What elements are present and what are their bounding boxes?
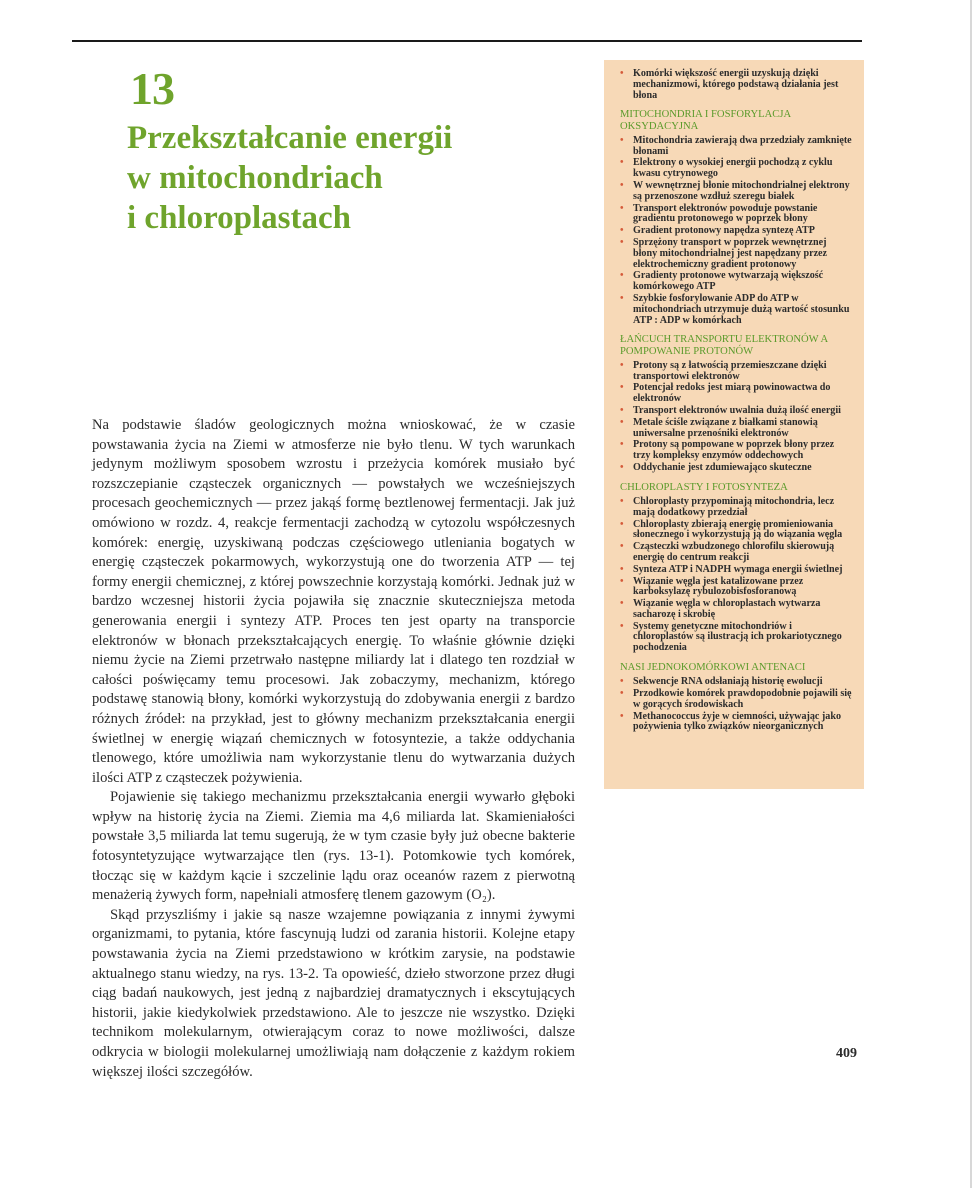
sidebar-item-text: Komórki większość energii uzyskują dzięki mechanizmowi, którego podstawą działania jest błona xyxy=(633,68,839,101)
sidebar-item-text: Protony są z łatwością przemieszczane dzięki transportowi elektronów xyxy=(633,359,827,382)
sidebar-list-item xyxy=(620,565,852,576)
sidebar-list-item xyxy=(620,599,852,621)
sidebar-list-item xyxy=(620,158,852,180)
sidebar-list-item xyxy=(620,497,852,519)
bullet-icon: • xyxy=(620,688,624,700)
bullet-icon: • xyxy=(620,598,624,610)
sidebar-item-text: Cząsteczki wzbudzonego chlorofilu skierowują energię do centrum reakcji xyxy=(633,541,835,563)
chapter-title-line: i chloroplastach xyxy=(127,200,351,236)
bullet-icon: • xyxy=(620,495,624,507)
bullet-icon: • xyxy=(620,575,624,587)
sidebar-list-item xyxy=(620,542,852,564)
sidebar-item-text: Sprzężony transport w poprzek wewnętrznej błony mitochondrialnej jest napędzany przez elektrochemiczny gradient protonowy xyxy=(633,236,828,270)
sidebar-item-text: Transport elektronów powoduje powstanie gradientu protonowego w poprzek błony xyxy=(633,202,818,225)
sidebar-item-text: Chloroplasty zbierają energię promieniowania słonecznego i wykorzystują ją do wiązania węgla xyxy=(633,518,843,541)
body-paragraph: Pojawienie się takiego mechanizmu przekształcania energii wywarło głęboki wpływ na historię życia na Ziemi. Ziemia ma 4,6 miliarda lat. Skamieniałości powstałe 3,5 miliarda lat temu sugerują, że w tym czasie były już obecne bakterie fotosyntetyzujące wytwarzające tlen (rys. 13-1). Potomkowie tych komórek, tłocząc się w każdym kącie i szczelinie lądu oraz oceanów razem z pierwotną menażerią żywych form, napełniali atmosferę tlenem gazowym (O₂). xyxy=(92,789,575,904)
sidebar-section-list xyxy=(620,677,852,733)
sidebar-section xyxy=(620,482,852,654)
chapter-title xyxy=(127,118,567,238)
sidebar-item-text: Przodkowie komórek prawdopodobnie pojawili się w gorących środowiskach xyxy=(633,688,852,710)
sidebar-list-item xyxy=(620,689,852,711)
bullet-icon: • xyxy=(620,68,624,79)
sidebar-list-item xyxy=(620,520,852,542)
bullet-icon: • xyxy=(620,404,624,416)
body-paragraph: Na podstawie śladów geologicznych można wnioskować, że w czasie powstawania życia na Ziemi w atmosferze nie było tlenu. W tych warunkach jedynym możliwym sposobem wzrostu i przeżycia komórek musiało być rozszczepianie cząsteczek organicznych — powstałych we wcześniejszych procesach geochemicznych — przez jakąś formę beztlenowej fermentacji. Jak już omówiono w rozdz. 4, reakcje fermentacji zachodzą w cytozolu współczesnych komórek: energię, uzyskiwaną podczas częściowego utleniania bogatych w energię cząsteczek pokarmowych, wykorzystują one do tworzenia ATP — tej formy energii chemicznej, z której powszechnie korzystają komórki. Jednak już w bardzo wczesnej historii życia pojawiła się znacznie skuteczniejsza metoda generowania energii i syntezy ATP. Proces ten jest oparty na transporcie elektronów w błonach przekształcających energię. To właśnie głównie dzięki niemu życie na Ziemi przetrwało następne miliardy lat i dlatego ten rozdział w całości poświęcamy temu procesowi. Jak zobaczymy, mechanizm, którego podstawę stanowią błony, komórki wykorzystują do zdobywania energii z bardzo różnych źródeł: na przykład, jest to główny mechanizm przekształcania energii świetlnej w energię wiązań chemicznych w fotosyntezie, a także oddychania tlenowego, które umożliwia nam wykorzystanie tlenu do wytwarzania dużych ilości ATP z cząsteczek pożywienia. xyxy=(92,417,575,786)
sidebar-item-text: Mitochondria zawierają dwa przedziały zamknięte błonami xyxy=(633,134,852,157)
sidebar-list-item xyxy=(620,577,852,599)
sidebar-item-text: Metale ściśle związane z białkami stanowią uniwersalne przenośniki elektronów xyxy=(633,416,818,439)
bullet-icon: • xyxy=(620,202,624,214)
bullet-icon: • xyxy=(620,563,624,575)
sidebar-section-list xyxy=(620,361,852,474)
sidebar-section-heading: ŁAŃCUCH TRANSPORTU ELEKTRONÓW A POMPOWANIE PROTONÓW xyxy=(620,334,828,357)
bullet-icon: • xyxy=(620,439,624,451)
sidebar-section-heading: NASI JEDNOKOMÓRKOWI ANTENACI xyxy=(620,662,806,674)
sidebar-item-text: Protony są pompowane w poprzek błony przez trzy kompleksy enzymów oddechowych xyxy=(633,439,835,462)
sidebar-item-text: Synteza ATP i NADPH wymaga energii świetlnej xyxy=(633,563,843,575)
sidebar-list-item xyxy=(620,418,852,440)
sidebar-section-heading: CHLOROPLASTY I FOTOSYNTEZA xyxy=(620,481,788,493)
bullet-icon: • xyxy=(620,518,624,530)
bullet-icon: • xyxy=(620,292,624,304)
bullet-icon: • xyxy=(620,620,624,632)
sidebar-section-list xyxy=(620,497,852,654)
bullet-icon: • xyxy=(620,382,624,394)
sidebar-item-text: Sekwencje RNA odsłaniają historię ewolucji xyxy=(633,676,823,688)
sidebar-list-item xyxy=(620,361,852,383)
bullet-icon: • xyxy=(620,157,624,169)
sidebar-section-heading: MITOCHONDRIA I FOSFORYLACJA OKSYDACYJNA xyxy=(620,109,791,132)
sidebar-item-text: Oddychanie jest zdumiewająco skuteczne xyxy=(633,461,812,473)
sidebar-list-item xyxy=(620,406,852,417)
sidebar-list-item xyxy=(620,69,852,101)
body-paragraph: Skąd przyszliśmy i jakie są nasze wzajemne powiązania z innymi żywymi organizmami, to pytania, które fascynują ludzi od zarania historii. Kolejne etapy powstawania życia na Ziemi przedstawiono w krótkim zarysie, na podstawie aktualnego stanu wiedzy, na rys. 13-2. Ta opowieść, dzieło stworzone przez długi ciąg badań naukowych, jest jedną z najbardziej dramatycznych i ekscytujących historii, jakie kiedykolwiek przedstawiono. Ale to jeszcze nie wszystko. Dzięki technikom molekularnym, otwierającym coraz to nowe możliwości, dalsze odkrycia w biologii molekularnej umożliwiają nam dołączenie z każdym rokiem większej ilości szczegółów. xyxy=(92,906,575,1080)
page-number: 409 xyxy=(836,1046,857,1061)
bullet-icon: • xyxy=(620,179,624,191)
sidebar-list-item xyxy=(620,712,852,734)
sidebar-list-item xyxy=(620,463,852,474)
sidebar-item-text: Potencjał redoks jest miarą powinowactwa do elektronów xyxy=(633,382,831,405)
bullet-icon: • xyxy=(620,416,624,428)
body-text xyxy=(92,416,575,1082)
sidebar-section xyxy=(620,109,852,326)
sidebar-list-item xyxy=(620,271,852,293)
sidebar-list-item xyxy=(620,622,852,654)
bullet-icon: • xyxy=(620,270,624,282)
sidebar-intro-list xyxy=(620,69,852,101)
bullet-icon: • xyxy=(620,236,624,248)
bullet-icon: • xyxy=(620,541,624,553)
sidebar-section xyxy=(620,662,852,733)
chapter-title-line: w mitochondriach xyxy=(127,160,383,196)
sidebar-item-text: Wiązanie węgla jest katalizowane przez karboksylazę rybulozobisfosforanową xyxy=(633,575,804,598)
top-rule xyxy=(72,40,862,42)
sidebar-sections xyxy=(620,109,852,733)
sidebar-item-text: Elektrony o wysokiej energii pochodzą z cyklu kwasu cytrynowego xyxy=(633,157,833,180)
sidebar-list-item xyxy=(620,294,852,326)
sidebar-item-text: Gradient protonowy napędza syntezę ATP xyxy=(633,225,815,237)
bullet-icon: • xyxy=(620,359,624,371)
sidebar-list-item xyxy=(620,181,852,203)
sidebar-item-text: W wewnętrznej błonie mitochondrialnej elektrony są przenoszone wzdłuż szeregu białek xyxy=(633,179,850,202)
sidebar-intro xyxy=(620,69,852,101)
sidebar-item-text: Szybkie fosforylowanie ADP do ATP w mitochondriach utrzymuje dużą wartość stosunku ATP : ADP w komórkach xyxy=(633,292,850,326)
sidebar-section xyxy=(620,334,852,473)
bullet-icon: • xyxy=(620,225,624,237)
sidebar-list-item xyxy=(620,204,852,226)
bullet-icon: • xyxy=(620,710,624,722)
sidebar-item-text: Wiązanie węgla w chloroplastach wytwarza sacharozę i skrobię xyxy=(633,598,821,620)
sidebar-section-list xyxy=(620,136,852,327)
bullet-icon: • xyxy=(620,134,624,146)
sidebar-list-item xyxy=(620,383,852,405)
sidebar-item-text: Gradienty protonowe wytwarzają większość komórkowego ATP xyxy=(633,270,824,293)
chapter-summary-sidebar xyxy=(604,60,864,789)
sidebar-item-text: Chloroplasty przypominają mitochondria, lecz mają dodatkowy przedział xyxy=(633,495,835,518)
chapter-number: 13 xyxy=(130,63,174,114)
sidebar-item-text: Transport elektronów uwalnia dużą ilość energii xyxy=(633,404,841,416)
chapter-title-line: Przekształcanie energii xyxy=(127,120,453,156)
sidebar-list-item xyxy=(620,226,852,237)
sidebar-list-item xyxy=(620,136,852,158)
bullet-icon: • xyxy=(620,461,624,473)
sidebar-item-text: Methanococcus żyje w ciemności, używając jako pożywienia tylko związków nieorganicznych xyxy=(633,710,841,733)
sidebar-list-item xyxy=(620,238,852,270)
sidebar-list-item xyxy=(620,440,852,462)
bullet-icon: • xyxy=(620,676,624,688)
sidebar-list-item xyxy=(620,677,852,688)
sidebar-item-text: Systemy genetyczne mitochondriów i chloroplastów są ilustracją ich prokariotycznego pochodzenia xyxy=(633,620,842,654)
